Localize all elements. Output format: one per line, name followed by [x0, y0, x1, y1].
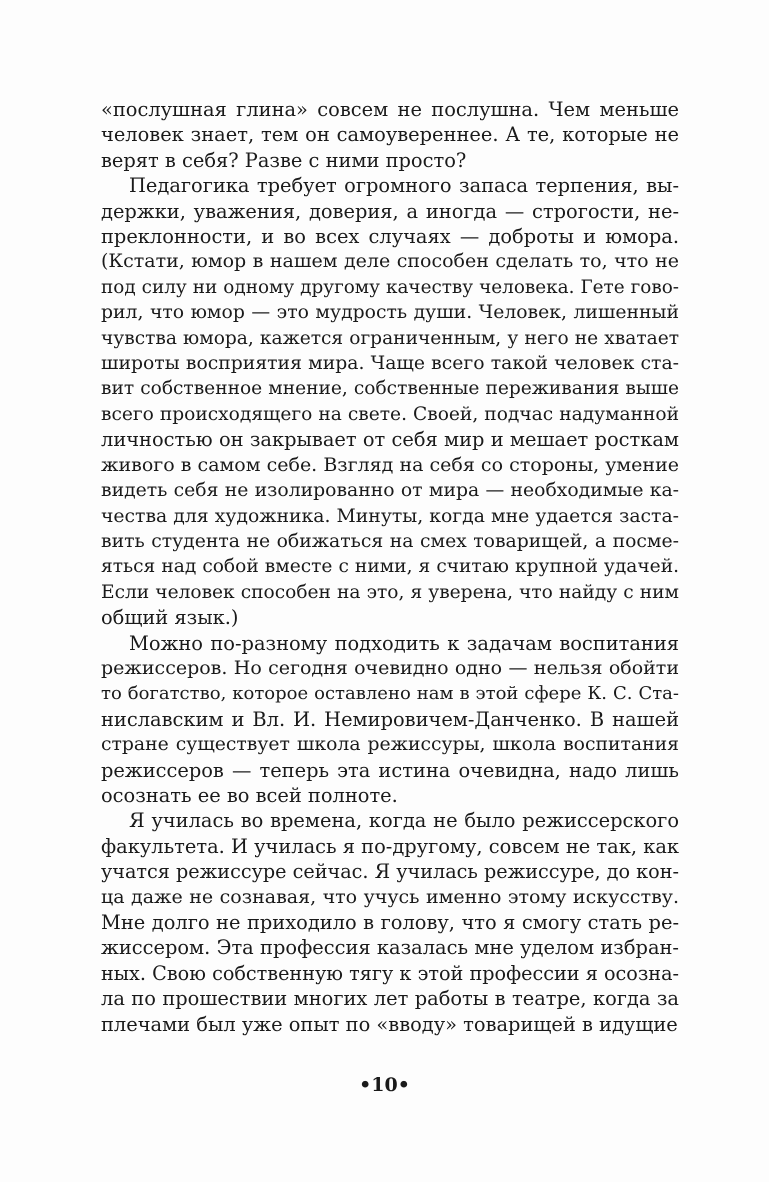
text-line: Можно по-разному подходить к задачам воспитания: [129, 631, 679, 655]
text-line: ниславским и Вл. И. Немировичем-Данченко. В нашей: [101, 707, 679, 731]
text-line: Мне долго не приходило в голову, что я смогу стать ре-: [101, 911, 679, 934]
text-line: ла по прошествии многих лет работы в театре, когда за: [101, 987, 679, 1011]
body-text: [101, 97, 679, 1037]
text-line: ных. Свою собственную тягу к этой профессии я осозна-: [101, 961, 679, 985]
text-line: «послушная глина» совсем не послушна. Чем меньше: [101, 98, 679, 121]
text-line: осознать ее во всей полноте.: [101, 783, 398, 807]
text-line: вит собственное мнение, собственные переживания выше: [101, 378, 679, 400]
text-line: то богатство, которое оставлено нам в этой сфере К. С. Ста-: [101, 683, 679, 705]
paragraph: [101, 808, 679, 1037]
text-line: Я училась во времена, когда не было режиссерского: [129, 809, 679, 833]
text-line: вить студента не обижаться на смех товарищей, а посме-: [101, 530, 679, 552]
text-line: держки, уважения, доверия, а иногда — строгости, не-: [101, 199, 679, 223]
paragraph: [101, 97, 679, 173]
text-line: всего происходящего на свете. Своей, подчас надуманной: [101, 403, 679, 425]
text-line: ца даже не сознавая, что учусь именно этому искусству.: [101, 885, 679, 908]
text-line: широты восприятия мира. Чаще всего такой человек ста-: [101, 353, 679, 375]
text-line: верят в себя? Разве с ними просто?: [101, 148, 467, 172]
text-line: под силу ни одному другому качеству человека. Гете гово-: [101, 276, 679, 298]
text-line: личностью он закрывает от себя мир и мешает росткам: [101, 428, 679, 452]
text-line: чества для художника. Минуты, когда мне удается заста-: [101, 505, 679, 527]
text-line: факультета. И училась я по-другому, совсем не так, как: [101, 834, 679, 858]
text-line: преклонности, и во всех случаях — доброты и юмора.: [101, 225, 679, 249]
paragraph: [101, 173, 679, 630]
text-line: (Кстати, юмор в нашем деле способен сделать то, что не: [101, 250, 679, 273]
text-line: яться над собой вместе с ними, я считаю крупной удачей.: [101, 556, 679, 578]
text-line: жиссером. Эта профессия казалась мне уделом избран-: [101, 936, 679, 960]
text-line: режиссеров — теперь эта истина очевидна, надо лишь: [101, 758, 679, 782]
text-line: Педагогика требует огромного запаса терпения, вы-: [129, 174, 679, 198]
text-line: учатся режиссуре сейчас. Я училась режиссуре, до кон-: [101, 860, 679, 884]
text-line: чувства юмора, кажется ограниченным, у него не хватает: [101, 327, 679, 349]
paragraph: [101, 631, 679, 809]
text-line: видеть себя не изолированно от мира — необходимые ка-: [101, 480, 679, 502]
text-line: плечами был уже опыт по «вводу» товарищей в идущие: [101, 1012, 678, 1036]
text-line: человек знает, тем он самоувереннее. А те, которые не: [101, 123, 679, 147]
text-line: режиссеров. Но сегодня очевидно одно — нельзя обойти: [101, 656, 679, 679]
text-line: Если человек способен на это, я уверена, что найду с ним: [101, 581, 679, 603]
text-line: общий язык.): [101, 606, 239, 630]
text-line: стране существует школа режиссуры, школа воспитания: [101, 734, 679, 756]
page-number: •10•: [359, 1074, 410, 1096]
text-line: живого в самом себе. Взгляд на себя со стороны, умение: [101, 453, 679, 476]
text-line: рил, что юмор — это мудрость души. Человек, лишенный: [101, 302, 679, 324]
